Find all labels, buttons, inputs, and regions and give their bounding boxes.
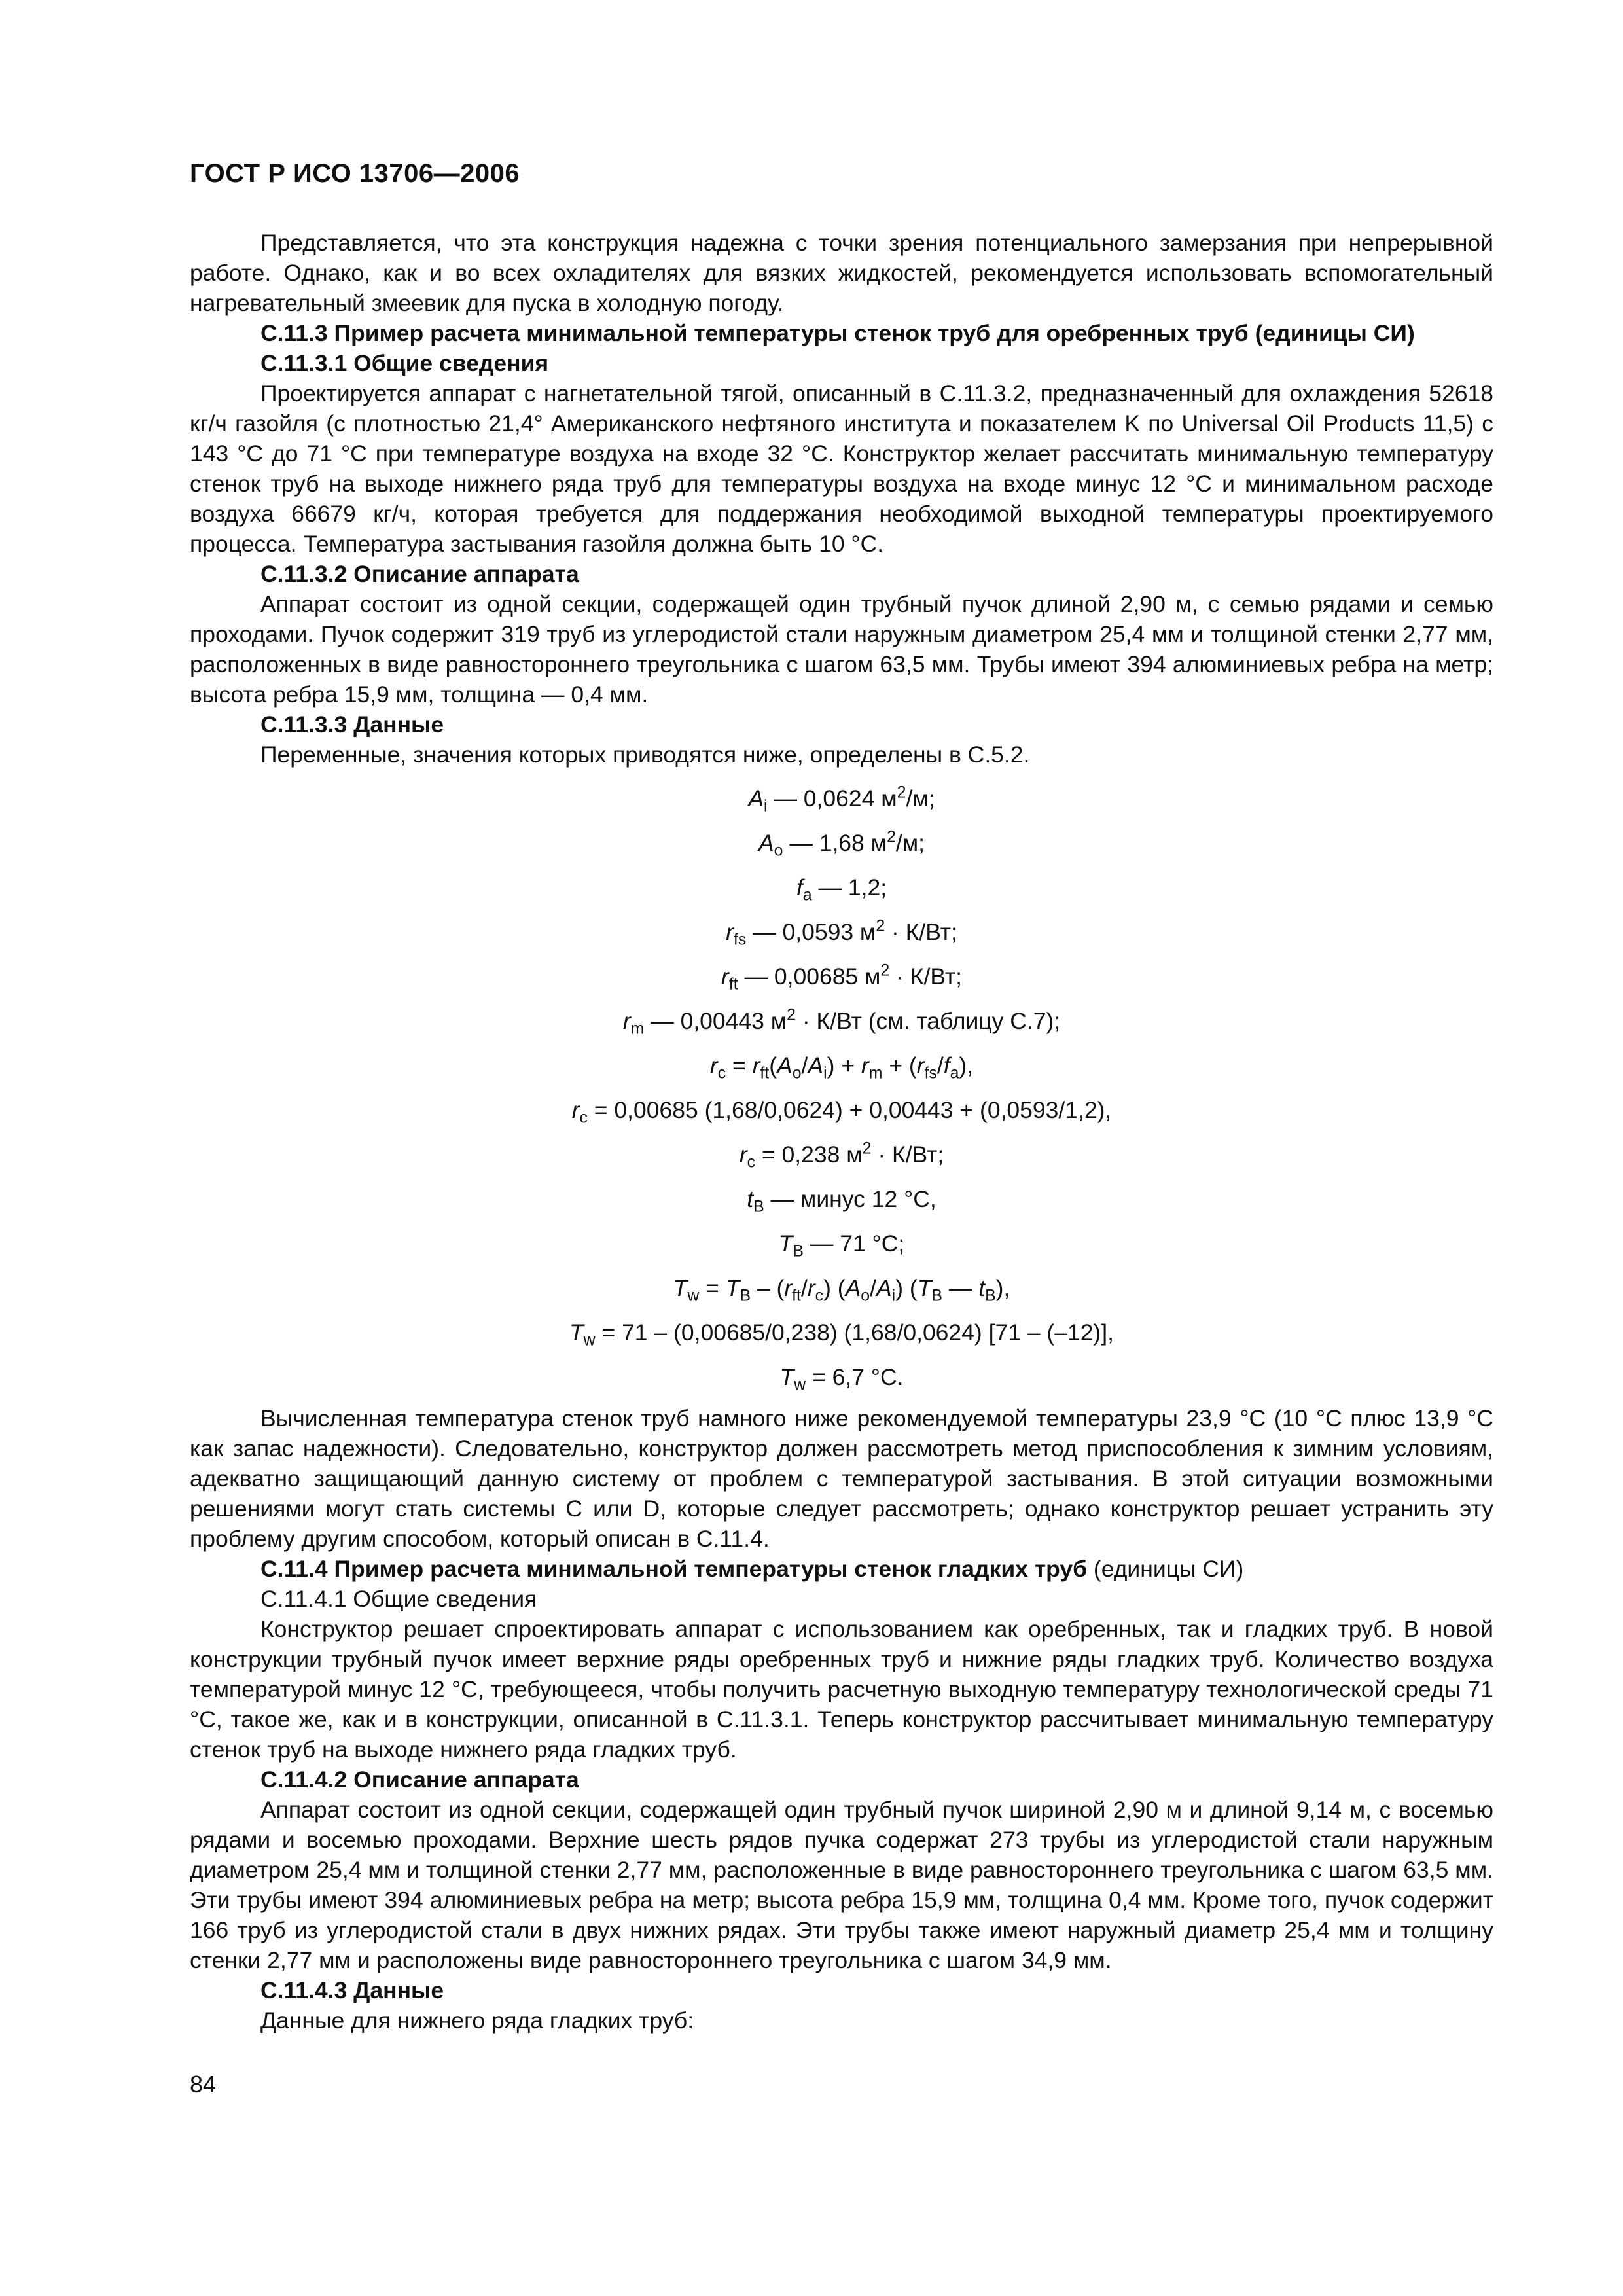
section-heading-c113-text: С.11.3 Пример расчета минимальной температуры стенок труб для оребренных труб (единицы СИ) (260, 320, 1415, 346)
section-heading-c114 (190, 1554, 1493, 1584)
paragraph-c1132: Аппарат состоит из одной секции, содержащей один трубный пучок длиной 2,90 м, с семью рядами и семью проходами. Пучок содержит 319 труб из углеродистой стали наружным диаметром 25,4 мм и толщиной стенки 2,77 мм, расположенных в виде равностороннего треугольника с шагом 63,5 мм. Трубы имеют 394 алюминиевых ребра на метр; высота ребра 15,9 мм, толщина — 0,4 мм. (190, 591, 1493, 708)
document-header: ГОСТ Р ИСО 13706—2006 (190, 159, 520, 188)
paragraph-c1143: Данные для нижнего ряда гладких труб: (260, 2007, 694, 2034)
paragraph-c1142: Аппарат состоит из одной секции, содержащей один трубный пучок шириной 2,90 м и длиной 9,14 м, с восемью рядами и восемью проходами. Верхние шесть рядов пучка содержат 273 трубы из углеродистой стали наружным диаметром 25,4 мм и толщиной стенки 2,77 мм, расположенные в виде равностороннего треугольника с шагом 63,5 мм. Эти трубы имеют 394 алюминиевых ребра на метр; высота ребра 15,9 мм, толщина 0,4 мм. Кроме того, пучок содержит 166 труб из углеродистой стали в двух нижних рядах. Эти трубы также имеют наружный диаметр 25,4 мм и толщину стенки 2,77 мм и расположены виде равностороннего треугольника с шагом 34,9 мм. (190, 1797, 1493, 1973)
section-heading-c113 (190, 318, 1493, 348)
formula-ai: $A_i$ — 0,0624 $м^2/м$; (748, 783, 935, 816)
paragraph-c1133: Переменные, значения которых приводятся ниже, определены в С.5.2. (260, 742, 1030, 768)
subsection-heading-c1133-text: С.11.3.3 Данные (260, 711, 444, 738)
page-number: 84 (190, 2071, 217, 2098)
subsection-heading-c1131-text: С.11.3.1 Общие сведения (260, 350, 549, 376)
formula-rc-result: $r_c = 0,238$ $м^2 \cdot К/Вт$; (739, 1139, 944, 1172)
section-heading-c114-text: С.11.4 Пример расчета минимальной температуры стенок гладких труб (260, 1556, 1088, 1582)
paragraph-c1131: Проектируется аппарат с нагнетательной тягой, описанный в С.11.3.2, предназначенный для охлаждения 52618 кг/ч газойля (с плотностью 21,4° Американского нефтяного института и показателем K по Universal Oil Products 11,5) с 143 °С до 71 °С при температуре воздуха на входе 32 °С. Конструктор желает рассчитать минимальную температуру стенок труб на выходе нижнего ряда труб для температуры воздуха на входе минус 12 °С и минимальном расходе воздуха 66679 кг/ч, которая требуется для поддержания необходимой выходной температуры проектируемого процесса. Температура застывания газойля должна быть 10 °С. (190, 380, 1493, 557)
formula-ao: $A_o$ — 1,68 $м^2/м$; (758, 828, 925, 860)
paragraph-c1141: Конструктор решает спроектировать аппарат с использованием как оребренных, так и гладких труб. В новой конструкции трубный пучок имеет верхние ряды оребренных труб и нижние ряды гладких труб. Количество воздуха температурой минус 12 °С, требующееся, чтобы получить расчетную выходную температуру технологической среды 71 °С, такое же, как и в конструкции, описанной в С.11.3.1. Теперь конструктор рассчитывает минимальную температуру стенок труб на выходе нижнего ряда гладких труб. (190, 1616, 1493, 1763)
formula-tw-definition: $T_w = T_B - (r_{ft}/r_c)$ $(A_o/A_i)$ ($T_B$ — $t_B$), (673, 1275, 1010, 1305)
formula-block (190, 776, 1493, 1399)
paragraph-conclusion: Вычисленная температура стенок труб намного ниже рекомендуемой температуры 23,9 °С (10 °С плюс 13,9 °С как запас надежности). Следовательно, конструктор должен рассмотреть метод приспособления к зимним условиям, адекватно защищающий данную систему от проблем с температурой застывания. В этой ситуации возможными решениями могут стать системы С или D, которые следует рассмотреть; однако конструктор решает устранить эту проблему другим способом, который описан в С.11.4. (190, 1405, 1493, 1552)
subsection-heading-c1143-text: С.11.4.3 Данные (260, 1977, 444, 2003)
subsection-heading-c1141: С.11.4.1 Общие сведения (260, 1586, 537, 1612)
paragraph-intro: Представляется, что эта конструкция надежна с точки зрения потенциального замерзания при непрерывной работе. Однако, как и во всех охладителях для вязких жидкостей, рекомендуется использовать вспомогательный нагревательный змеевик для пуска в холодную погоду. (190, 230, 1493, 316)
subsection-heading-c1132-text: С.11.3.2 Описание аппарата (260, 561, 579, 587)
subsection-heading-c1142 (190, 1765, 1493, 1795)
formula-tw-result: $T_w = 6,7$ °С. (779, 1364, 904, 1394)
formula-tw-substitution: $T_w = 71 - (0,00685/0,238)$ (1,68/0,0624) [71 – (–12)], (569, 1319, 1115, 1350)
subsection-heading-c1142-text: С.11.4.2 Описание аппарата (260, 1767, 579, 1793)
subsection-heading-c1133 (190, 709, 1493, 740)
page-body (190, 228, 1493, 2036)
section-heading-c114-units: (единицы СИ) (1087, 1556, 1244, 1582)
formula-fa: $f_a$ — 1,2; (796, 874, 887, 905)
formula-rc-substitution: $r_c = 0,00685$ (1,68/0,0624) + 0,00443 + (0,0593/1,2), (571, 1097, 1112, 1127)
formula-rfs: $r_{fs}$ — 0,0593 $м^2 \cdot К/Вт$; (726, 917, 957, 949)
formula-tb-lower: $t_B$ — минус 12 °С, (747, 1186, 936, 1216)
formula-tb-upper: $T_B$ — 71 °С; (778, 1230, 905, 1261)
subsection-heading-c1132 (190, 559, 1493, 589)
subsection-heading-c1143 (190, 1975, 1493, 2005)
formula-rft: $r_{ft}$ — 0,00685 $м^2 \cdot К/Вт$; (721, 961, 962, 994)
formula-rm: $r_m$ — 0,00443 $м^2 \cdot К/Вт$ (см. таблицу С.7); (622, 1006, 1061, 1038)
formula-rc-definition: $r_c = r_{ft}(A_o/A_i) + r_m + (r_{fs}/f_a)$, (709, 1052, 974, 1083)
subsection-heading-c1131 (190, 348, 1493, 378)
